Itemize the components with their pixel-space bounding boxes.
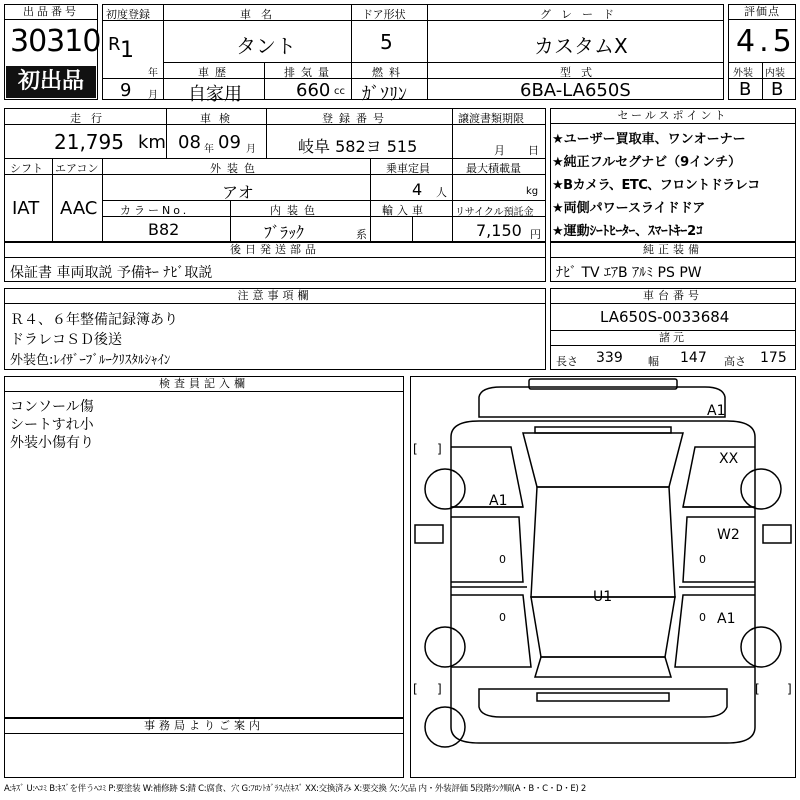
roof [531, 487, 675, 597]
bracket-rr: [ [755, 682, 760, 696]
sales-point-3: ★Bカメラ、ETC、フロントドラレコ [552, 178, 760, 193]
zero-right-rear: 0 [699, 611, 706, 624]
car-name-value: タント [236, 34, 296, 58]
chassis-label: 車台番号 [551, 289, 795, 304]
notes-line-2: ドラレコＳＤ後送 [10, 332, 122, 348]
inspector-line-3: 外装小傷有り [10, 435, 94, 451]
wheel-front-left [425, 469, 465, 509]
bracket-lf: [ [413, 442, 418, 456]
wheel-rear-right [741, 627, 781, 667]
ext-score-value: B [739, 79, 752, 100]
shift-label: シフト [10, 162, 43, 175]
first-reg-month: 9 [120, 80, 132, 101]
chassis-value: LA650S-0033684 [600, 308, 730, 326]
model-value: 6BA-LA650S [520, 80, 631, 101]
recycle-unit: 円 [530, 228, 541, 241]
wiper-bar [535, 427, 671, 433]
reg-no-label: 登録番号 [322, 112, 390, 125]
mark-right-fender: XX [719, 451, 739, 467]
front-bumper [479, 387, 725, 417]
aircon-label: エアコン [55, 162, 99, 175]
equipment-label: 純正装備 [551, 243, 795, 258]
rear-plate [537, 693, 669, 701]
capacity-unit: 人 [436, 186, 447, 199]
first-listing-badge: 初出品 [6, 66, 96, 98]
inspection-label: 車検 [200, 112, 238, 125]
inspection-year-unit: 年 [204, 144, 214, 155]
max-load-unit: kg [526, 186, 539, 197]
first-reg-year: 1 [120, 38, 134, 63]
office-label: 事務局よりご案内 [5, 719, 403, 734]
notes-label: 注意事項欄 [5, 289, 545, 304]
wheel-front-right [741, 469, 781, 509]
wheel-rear-left [425, 627, 465, 667]
model-label: 型式 [560, 66, 602, 79]
bracket-lr: [ [413, 682, 418, 696]
doors-value: 5 [380, 30, 393, 54]
int-color-unit: 系 [356, 228, 367, 241]
lot-number: 30310 [10, 24, 101, 59]
car-diagram [411, 377, 795, 777]
first-reg-month-unit: 月 [148, 90, 158, 101]
inspection-year: 08 [178, 132, 201, 153]
mark-roof: U1 [593, 589, 613, 605]
transfer-doc-label: 譲渡書類期限 [458, 112, 524, 125]
mark-left-fender: A1 [489, 493, 508, 509]
capacity-value: 4 [412, 180, 423, 199]
score-value: 4.5 [736, 24, 796, 59]
bracket-lr-r: ] [437, 682, 442, 696]
ext-color-label: 外装色 [210, 162, 261, 175]
mileage-unit: km [138, 132, 166, 153]
inspector-line-2: シートすれ小 [10, 417, 94, 433]
int-score-label: 内装 [765, 68, 785, 79]
mirror-right [763, 525, 791, 543]
fuel-label: 燃料 [372, 66, 406, 79]
history-value: 自家用 [188, 84, 242, 105]
later-parts-value: 保証書 車両取説 予備ｷｰ ﾅﾋﾞ取説 [10, 265, 213, 281]
mark-right-door: W2 [717, 527, 740, 543]
car-name-label: 車名 [240, 8, 282, 21]
transfer-doc-day: 日 [528, 144, 539, 157]
inspector-line-1: コンソール傷 [10, 399, 94, 415]
grade-label: グレード [540, 8, 624, 21]
windshield [523, 433, 683, 487]
displacement-unit: cc [334, 86, 345, 97]
zero-left-front: 0 [499, 553, 506, 566]
history-label: 車歴 [198, 66, 232, 79]
dims-height: 175 [760, 350, 787, 366]
legend: A:ｷｽﾞ U:ﾍｺﾐ B:ｷｽﾞを伴うﾍｺﾐ P:要塗装 W:補修跡 S:錆 C:腐食、穴 G:ﾌﾛﾝﾄｶﾞﾗｽ点ｷｽﾞ XX:交換済み X:要交換 欠:欠品 内・外装評価 5段階ﾗﾝｸ順(A・B・C・D・E) 2 [4, 784, 587, 794]
color-no-value: B82 [148, 220, 180, 239]
int-color-value: ﾌﾞﾗｯｸ [264, 223, 305, 242]
reg-no-value: 岐阜 582ヨ 515 [298, 137, 418, 156]
spare-wheel [425, 707, 465, 747]
transfer-doc-month: 月 [494, 144, 505, 157]
first-reg-era: R [108, 34, 121, 55]
sales-point-1: ★ユーザー買取車、ワンオーナー [552, 132, 746, 147]
score-label: 評価点 [729, 5, 795, 20]
bracket-lf-r: ] [437, 442, 442, 456]
dims-label: 諸元 [551, 331, 795, 346]
equipment-value: ﾅﾋﾞ TV ｴｱB ｱﾙﾐ PS PW [556, 265, 702, 281]
inspection-month: 09 [218, 132, 241, 153]
displacement-value: 660 [296, 80, 331, 101]
first-reg-year-unit: 年 [148, 68, 158, 79]
zero-left-rear: 0 [499, 611, 506, 624]
inspector-label: 検査員記入欄 [5, 377, 403, 392]
shift-value: IAT [12, 198, 40, 219]
grade-value: カスタムX [534, 34, 628, 58]
mileage-label: 走行 [70, 112, 112, 125]
trunk [535, 657, 671, 677]
int-score-value: B [771, 79, 784, 100]
import-label: 輸入車 [382, 204, 427, 217]
dims-length-label: 長さ [556, 355, 578, 368]
sales-point-2: ★純正フルセグナビ（9インチ） [552, 155, 742, 170]
zero-right-front: 0 [699, 553, 706, 566]
lot-label: 出品番号 [5, 5, 97, 20]
notes-line-1: Ｒ４、６年整備記録簿あり [10, 312, 178, 328]
aircon-value: AAC [60, 198, 98, 219]
mileage-value: 21,795 [54, 130, 124, 154]
mirror-left [415, 525, 443, 543]
int-color-label: 内装色 [270, 204, 321, 217]
front-door-left [451, 517, 523, 582]
sales-point-5: ★運動ｼｰﾄﾋｰﾀｰ、ｽﾏｰﾄｷｰ2ｺ [552, 224, 703, 239]
dims-width: 147 [680, 350, 707, 366]
color-no-label: カラーNo. [120, 204, 190, 217]
rear-window [531, 597, 675, 657]
bracket-rr-r: ] [787, 682, 792, 696]
recycle-value: 7,150 [476, 221, 522, 240]
fuel-value: ｶﾞｿﾘﾝ [362, 84, 407, 105]
dims-width-label: 幅 [648, 355, 659, 368]
notes-line-3: 外装色:ﾚｲｻﾞｰﾌﾞﾙｰｸﾘｽﾀﾙｼｬｲﾝ [10, 353, 171, 368]
dims-length: 339 [596, 350, 623, 366]
mark-front: A1 [707, 403, 726, 419]
mark-right-rear: A1 [717, 611, 736, 627]
ext-score-label: 外装 [733, 68, 753, 79]
sales-points-label: セールスポイント [551, 109, 795, 124]
inspection-month-unit: 月 [246, 144, 256, 155]
doors-label: ドア形状 [362, 8, 406, 21]
max-load-label: 最大積載量 [466, 162, 521, 175]
ext-color-value: アオ [222, 183, 254, 202]
first-reg-label: 初度登録 [106, 8, 150, 21]
later-parts-label: 後日発送部品 [5, 243, 545, 258]
displacement-label: 排気量 [284, 66, 335, 79]
recycle-label: リサイクル預託金 [455, 207, 534, 218]
dims-height-label: 高さ [724, 355, 746, 368]
capacity-label: 乗車定員 [386, 162, 430, 175]
sales-point-4: ★両側パワースライドドア [552, 201, 706, 216]
